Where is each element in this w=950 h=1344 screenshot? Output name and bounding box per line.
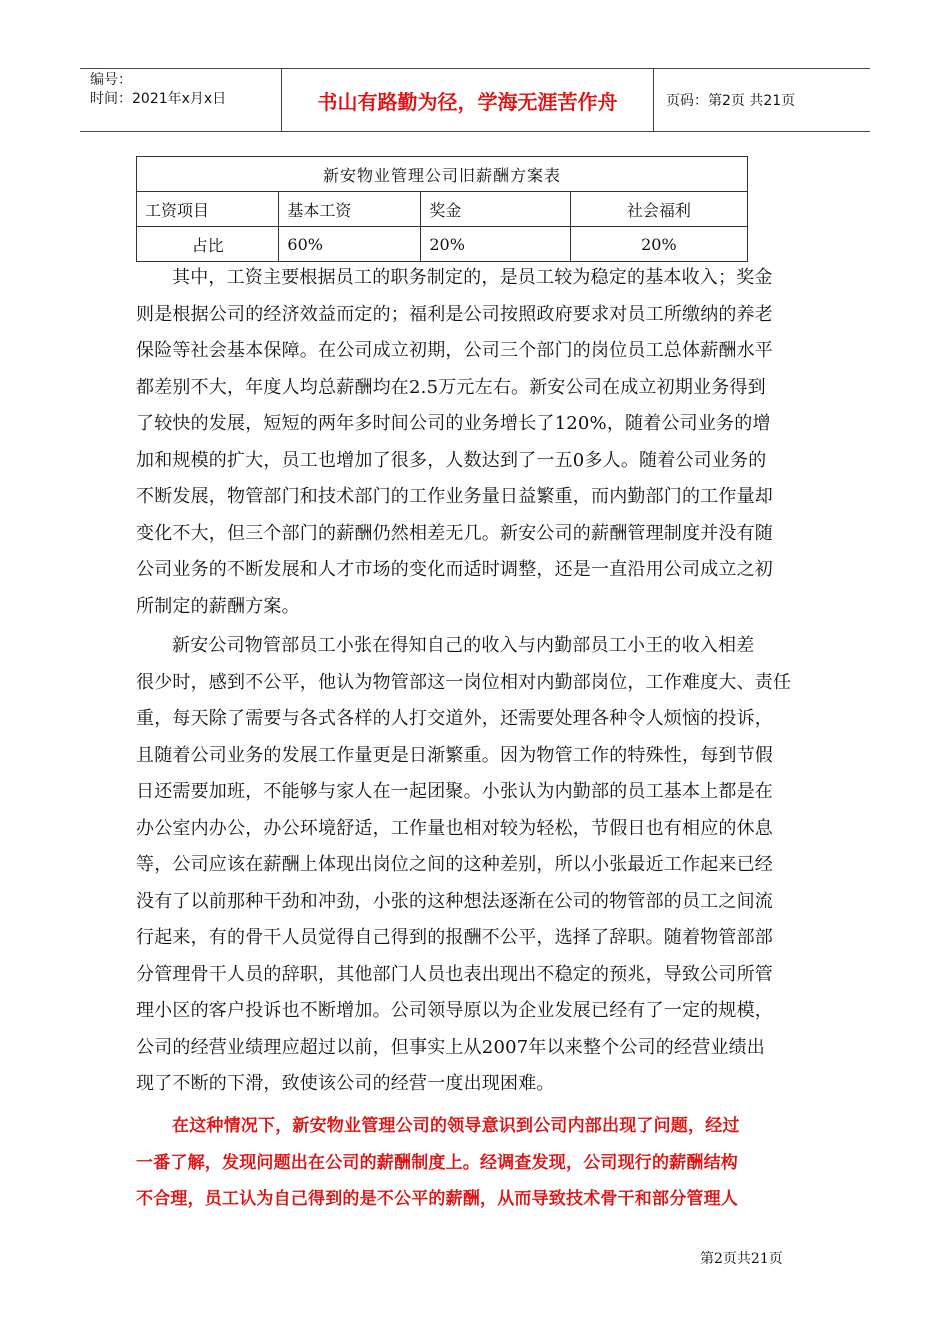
text-line: 一番了解，发现问题出在公司的薪酬制度上。经调查发现，公司现行的薪酬结构 xyxy=(136,1152,738,1173)
table-header-cell: 奖金 xyxy=(421,192,570,227)
table-title: 新安物业管理公司旧薪酬方案表 xyxy=(137,157,748,192)
text-line: 行起来，有的骨干人员觉得自己得到的报酬不公平，选择了辞职。随着物管部部 xyxy=(136,927,773,948)
header-page-number: 页码：第2页 共21页 xyxy=(666,93,796,109)
text-line: 不断发展，物管部门和技术部门的工作业务量日益繁重，而内勤部门的工作量却 xyxy=(136,486,773,507)
text-line: 等，公司应该在薪酬上体现出岗位之间的这种差别，所以小张最近工作起来已经 xyxy=(136,854,773,875)
highlighted-paragraph xyxy=(136,1108,806,1218)
table-title-row xyxy=(137,157,748,192)
text-line: 在这种情况下，新安物业管理公司的领导意识到公司内部出现了问题，经过 xyxy=(172,1116,740,1136)
table-cell: 占比 xyxy=(137,227,279,262)
salary-plan-table xyxy=(136,156,748,262)
text-line: 新安公司物管部员工小张在得知自己的收入与内勤部员工小王的收入相差 xyxy=(172,635,755,656)
text-line: 且随着公司业务的发展工作量更是日渐繁重。因为物管工作的特殊性，每到节假 xyxy=(136,744,773,766)
text-line: 都差别不大，年度人均总薪酬均在2.5万元左右。新安公司在成立初期业务得到 xyxy=(136,376,766,398)
text-line: 其中，工资主要根据员工的职务制定的，是员工较为稳定的基本收入；奖金 xyxy=(172,267,773,288)
header-motto: 书山有路勤为径，学海无涯苦作舟 xyxy=(317,90,618,114)
text-line: 日还需要加班，不能够与家人在一起团聚。小张认为内勤部的员工基本上都是在 xyxy=(136,781,773,802)
table-row xyxy=(137,227,748,262)
page-header xyxy=(80,68,870,132)
text-line: 理小区的客户投诉也不断增加。公司领导原以为企业发展已经有了一定的规模， xyxy=(136,1000,773,1021)
text-line: 公司业务的不断发展和人才市场的变化而适时调整，还是一直沿用公司成立之初 xyxy=(136,559,773,580)
text-line: 办公室内办公，办公环境舒适，工作量也相对较为轻松，节假日也有相应的休息 xyxy=(136,817,773,839)
text-line: 现了不断的下滑，致使该公司的经营一度出现困难。 xyxy=(136,1073,555,1094)
header-meta xyxy=(90,71,280,109)
header-divider xyxy=(653,69,654,131)
document-time-label: 时间：2021年x月x日 xyxy=(90,91,227,107)
table-header-row xyxy=(137,192,748,227)
table-cell: 20% xyxy=(421,227,570,262)
text-line: 公司的经营业绩理应超过以前，但事实上从2007年以来整个公司的经营业绩出 xyxy=(136,1036,766,1058)
table-cell: 20% xyxy=(570,227,747,262)
text-line: 所制定的薪酬方案。 xyxy=(136,595,300,617)
table-cell: 60% xyxy=(279,227,421,262)
body-paragraph xyxy=(136,628,806,1103)
table-header-cell: 社会福利 xyxy=(570,192,747,227)
document-number-label: 编号： xyxy=(90,72,132,88)
text-line: 保险等社会基本保障。在公司成立初期，公司三个部门的岗位员工总体薪酬水平 xyxy=(136,340,773,361)
text-line: 重，每天除了需要与各式各样的人打交道外，还需要处理各种令人烦恼的投诉， xyxy=(136,708,773,729)
text-line: 分管理骨干人员的辞职，其他部门人员也表出现出不稳定的预兆，导致公司所管 xyxy=(136,963,773,985)
text-line: 很少时，感到不公平，他认为物管部这一岗位相对内勤部岗位，工作难度大、责任 xyxy=(136,671,792,693)
table-header-cell: 基本工资 xyxy=(279,192,421,227)
text-line: 则是根据公司的经济效益而定的；福利是公司按照政府要求对员工所缴纳的养老 xyxy=(136,303,773,325)
text-line: 不合理，员工认为自己得到的是不公平的薪酬，从而导致技术骨干和部分管理人 xyxy=(136,1189,738,1209)
text-line: 没有了以前那种干劲和冲劲，小张的这种想法逐渐在公司的物管部的员工之间流 xyxy=(136,890,773,912)
text-line: 变化不大，但三个部门的薪酬仍然相差无几。新安公司的薪酬管理制度并没有随 xyxy=(136,522,773,544)
text-line: 加和规模的扩大，员工也增加了很多，人数达到了一五0多人。随着公司业务的 xyxy=(136,449,767,471)
text-line: 了较快的发展，短短的两年多时间公司的业务增长了120%，随着公司业务的增 xyxy=(136,413,771,434)
body-paragraph xyxy=(136,260,806,625)
table-header-cell: 工资项目 xyxy=(137,192,279,227)
page-footer: 第2页共21页 xyxy=(700,1251,783,1267)
